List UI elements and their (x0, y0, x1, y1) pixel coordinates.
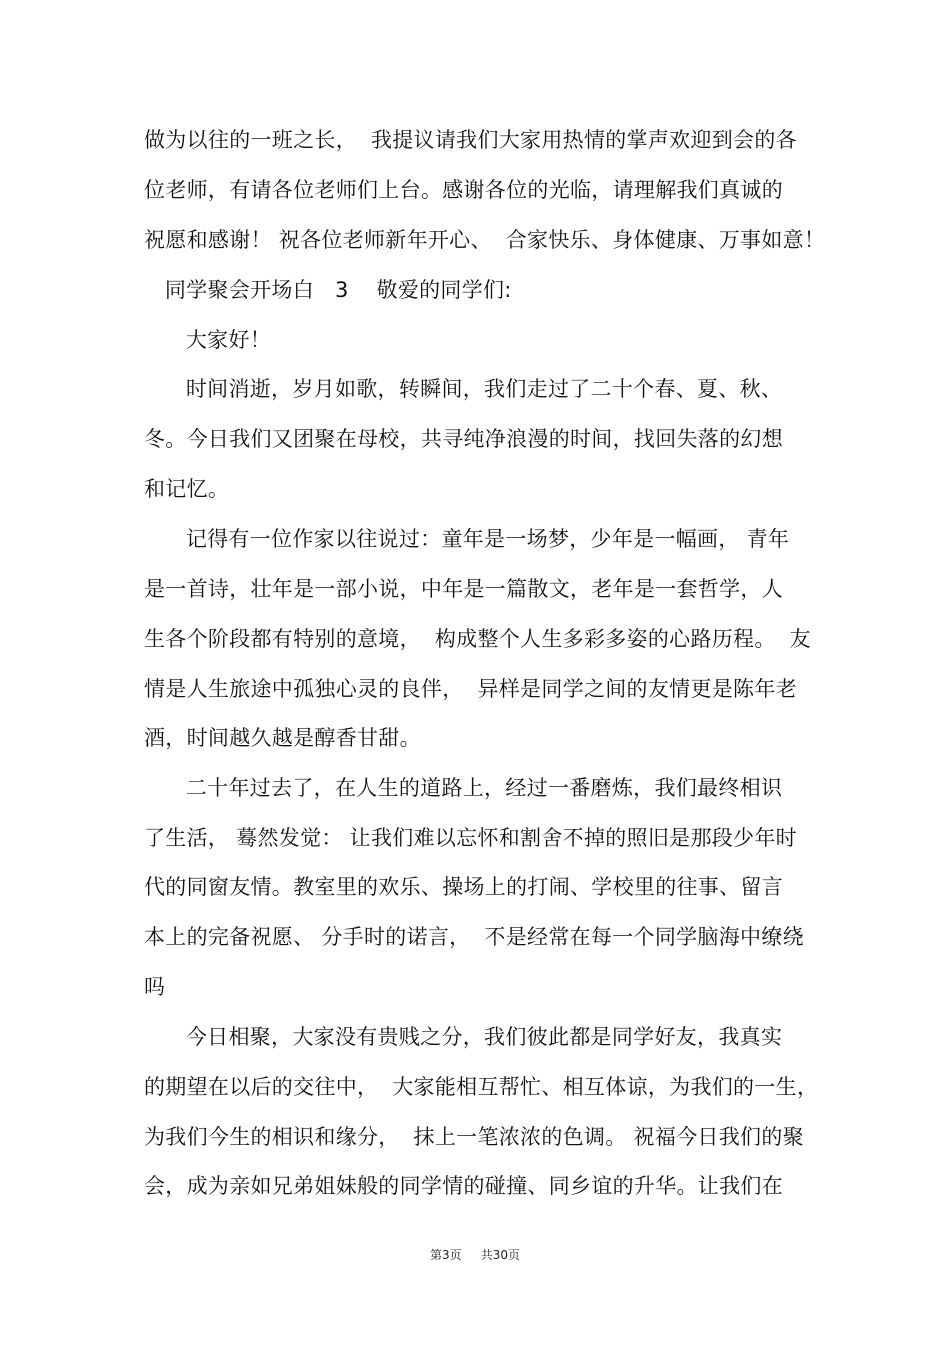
text-line: 情是人生旅途中孤独心灵的良伴， 异样是同学之间的友情更是陈年老 (144, 677, 797, 701)
text-line: 今日相聚，大家没有贵贱之分，我们彼此都是同学好友，我真实 (144, 1025, 783, 1049)
page-footer: 第3页 共30页 (430, 1248, 520, 1262)
text-line: 同学聚会开场白 3 敬爱的同学们: (144, 278, 512, 302)
text-line: 为我们今生的相识和缘分， 抹上一笔浓浓的色调。 祝福今日我们的聚 (144, 1125, 804, 1149)
text-line: 生各个阶段都有特别的意境， 构成整个人生多彩多姿的心路历程。 友 (144, 627, 811, 651)
text-line: 二十年过去了，在人生的道路上，经过一番磨炼，我们最终相识 (144, 776, 783, 800)
text-line: 位老师，有请各位老师们上台。感谢各位的光临，请理解我们真诚的 (144, 178, 783, 202)
text-line: 和记忆。 (144, 477, 230, 501)
text-line: 会，成为亲如兄弟姐妹般的同学情的碰撞、同乡谊的升华。让我们在 (144, 1174, 783, 1198)
text-line: 代的同窗友情。教室里的欢乐、操场上的打闹、学校里的往事、留言 (144, 875, 783, 899)
text-line: 是一首诗，壮年是一部小说，中年是一篇散文，老年是一套哲学，人 (144, 577, 783, 601)
text-line: 了生活， 蓦然发觉： 让我们难以忘怀和割舍不掉的照旧是那段少年时 (144, 826, 797, 850)
text-line: 时间消逝，岁月如歌，转瞬间，我们走过了二十个春、夏、秋、 (144, 377, 783, 401)
text-line: 冬。今日我们又团聚在母校，共寻纯净浪漫的时间，找回失落的幻想 (144, 427, 783, 451)
text-line: 本上的完备祝愿、 分手时的诺言， 不是经常在每一个同学脑海中缭绕 (144, 925, 804, 949)
text-line: 记得有一位作家以往说过：童年是一场梦，少年是一幅画， 青年 (144, 527, 790, 551)
text-line: 的期望在以后的交往中， 大家能相互帮忙、相互体谅，为我们的一生， (144, 1075, 819, 1099)
text-line: 酒，时间越久越是醇香甘甜。 (144, 726, 421, 750)
text-line: 做为以往的一班之长， 我提议请我们大家用热情的掌声欢迎到会的各 (144, 128, 797, 152)
text-line: 大家好！ (144, 328, 272, 352)
text-line: 祝愿和感谢！ 祝各位老师新年开心、 合家快乐、身体健康、万事如意！ (144, 228, 826, 252)
text-line: 吗 (144, 975, 166, 999)
